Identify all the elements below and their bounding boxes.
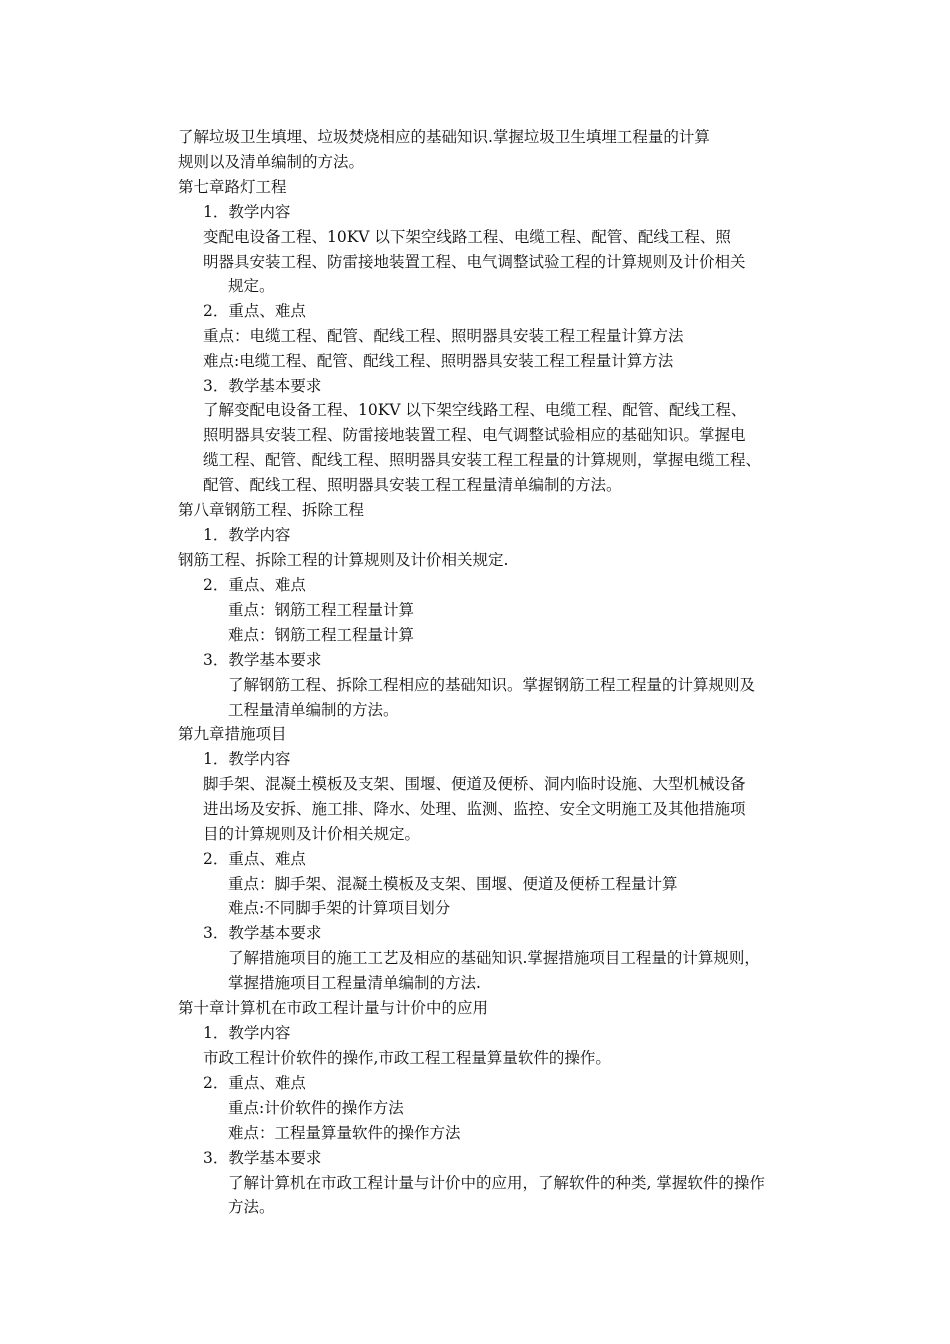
body-text-line: 目的计算规则及计价相关规定。 bbox=[203, 825, 421, 843]
chapter-heading: 第七章路灯工程 bbox=[178, 178, 287, 196]
body-text-line: 方法。 bbox=[228, 1198, 275, 1216]
body-text-line: 规则以及清单编制的方法。 bbox=[178, 153, 365, 171]
section-heading: 2．重点、难点 bbox=[203, 576, 306, 594]
body-text-line: 了解变配电设备工程、10KV 以下架空线路工程、电缆工程、配管、配线工程、 bbox=[203, 401, 747, 419]
section-heading: 2．重点、难点 bbox=[203, 1074, 306, 1092]
section-heading: 3．教学基本要求 bbox=[203, 377, 322, 395]
body-text-line: 重点：脚手架、混凝土模板及支架、围堰、便道及便桥工程量计算 bbox=[228, 875, 678, 893]
section-heading: 1．教学内容 bbox=[203, 203, 291, 221]
body-text-line: 缆工程、配管、配线工程、照明器具安装工程工程量的计算规则，掌握电缆工程、 bbox=[203, 451, 762, 469]
section-heading: 3．教学基本要求 bbox=[203, 651, 322, 669]
body-text-line: 了解垃圾卫生填埋、垃圾焚烧相应的基础知识.掌握垃圾卫生填埋工程量的计算 bbox=[178, 128, 710, 146]
body-text-line: 重点：钢筋工程工程量计算 bbox=[228, 601, 415, 619]
section-heading: 2．重点、难点 bbox=[203, 850, 306, 868]
body-text-line: 掌握措施项目工程量清单编制的方法. bbox=[228, 974, 481, 992]
body-text-line: 难点:不同脚手架的计算项目划分 bbox=[228, 899, 451, 917]
body-text-line: 了解措施项目的施工工艺及相应的基础知识.掌握措施项目工程量的计算规则， bbox=[228, 949, 760, 967]
body-text-line: 难点：工程量算量软件的操作方法 bbox=[228, 1124, 461, 1142]
section-heading: 3．教学基本要求 bbox=[203, 1149, 322, 1167]
body-text-line: 变配电设备工程、10KV 以下架空线路工程、电缆工程、配管、配线工程、照 bbox=[203, 228, 731, 246]
body-text-line: 钢筋工程、拆除工程的计算规则及计价相关规定. bbox=[178, 551, 509, 569]
body-text-line: 重点:计价软件的操作方法 bbox=[228, 1099, 404, 1117]
section-heading: 1．教学内容 bbox=[203, 526, 291, 544]
body-text-line: 照明器具安装工程、防雷接地装置工程、电气调整试验相应的基础知识。掌握电 bbox=[203, 426, 746, 444]
body-text-line: 规定。 bbox=[228, 277, 275, 295]
section-heading: 1．教学内容 bbox=[203, 1024, 291, 1042]
body-text-line: 重点：电缆工程、配管、配线工程、照明器具安装工程工程量计算方法 bbox=[203, 327, 684, 345]
section-heading: 1．教学内容 bbox=[203, 750, 291, 768]
body-text-line: 难点:电缆工程、配管、配线工程、照明器具安装工程工程量计算方法 bbox=[203, 352, 674, 370]
body-text-line: 了解钢筋工程、拆除工程相应的基础知识。掌握钢筋工程工程量的计算规则及 bbox=[228, 676, 756, 694]
chapter-heading: 第九章措施项目 bbox=[178, 725, 287, 743]
body-text-line: 配管、配线工程、照明器具安装工程工程量清单编制的方法。 bbox=[203, 476, 622, 494]
section-heading: 2．重点、难点 bbox=[203, 302, 306, 320]
body-text-line: 市政工程计价软件的操作,市政工程工程量算量软件的操作。 bbox=[203, 1049, 611, 1067]
body-text-line: 进出场及安拆、施工排、降水、处理、监测、监控、安全文明施工及其他措施项 bbox=[203, 800, 746, 818]
chapter-heading: 第十章计算机在市政工程计量与计价中的应用 bbox=[178, 999, 489, 1017]
chapter-heading: 第八章钢筋工程、拆除工程 bbox=[178, 501, 365, 519]
body-text-line: 难点：钢筋工程工程量计算 bbox=[228, 626, 415, 644]
section-heading: 3．教学基本要求 bbox=[203, 924, 322, 942]
body-text-line: 脚手架、混凝土模板及支架、围堰、便道及便桥、洞内临时设施、大型机械设备 bbox=[203, 775, 746, 793]
body-text-line: 明器具安装工程、防雷接地装置工程、电气调整试验工程的计算规则及计价相关 bbox=[203, 253, 746, 271]
body-text-line: 工程量清单编制的方法。 bbox=[228, 701, 399, 719]
body-text-line: 了解计算机在市政工程计量与计价中的应用，了解软件的种类, 掌握软件的操作 bbox=[228, 1174, 765, 1192]
